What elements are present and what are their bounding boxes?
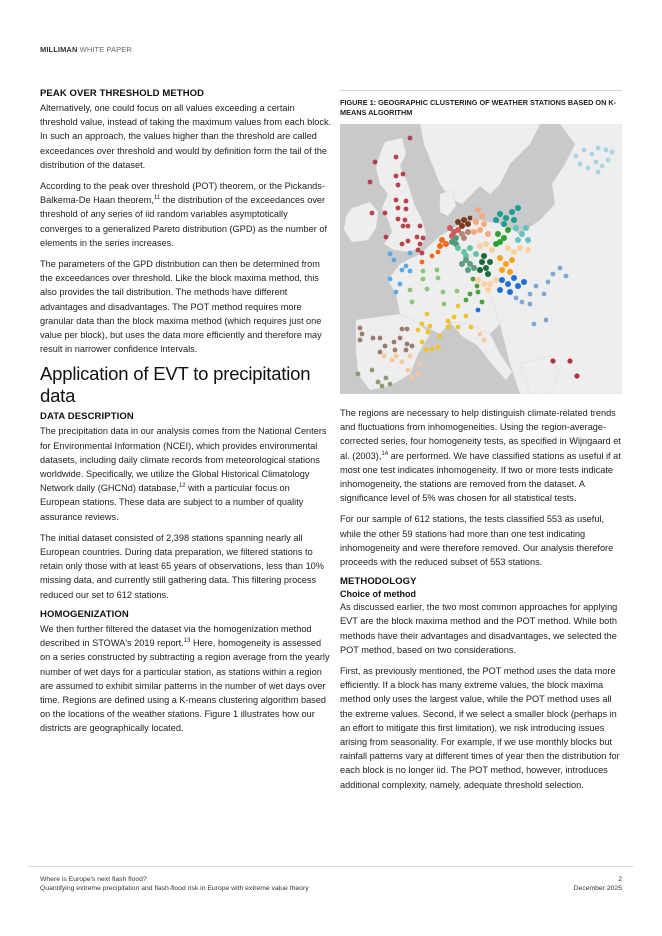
footnote-ref-12[interactable]: 12 [178,483,186,490]
homogenization-paragraph [40,622,332,736]
text-span: According to the peak over threshold (POT) theorem, or the Pickands-Balkema-De Haan theorem, [40,181,325,206]
text-span: We then further filtered the dataset via the homogenization method described in STOWA's 2019 report. [40,623,312,649]
methodology-heading: METHODOLOGY [340,576,417,588]
choice-of-method-heading: Choice of method [340,589,416,600]
figure-divider [340,90,622,91]
text-span: the distribution of the exceedances over threshold of any series of iid random variables asymptotically converges to a generalized Pareto distribution (GPD) as the number of elements in the series increases. [40,195,328,248]
text-span: The precipitation data in our analysis comes from the National Centers for Environmental Information (NCEI), which provides environmental datasets, including daily climate records from meteorological stations worldwide. Specifically, we utilize the Global Historical Climatology Network daily (GHCNd) database, [40,426,327,494]
left-column [40,88,332,743]
figure-title: FIGURE 1: GEOGRAPHIC CLUSTERING OF WEATHER STATIONS BASED ON K-MEANS ALGORITHM [340,98,617,117]
data-description-heading: DATA DESCRIPTION [40,411,134,423]
cluster-map [340,124,622,394]
text-span: Here, homogeneity is assessed on a series constructed by subtracting a region average from the yearly number of wet days for a particular station, as stations within a region are assumed to exhibit similar patterns in the number of wet days over time. Regions are defined using a K-means clustering algorithm based on the locations of the weather stations. Figure 1 illustrates how our districts are geographically located. [40,638,330,734]
right-column [340,88,622,799]
pot-paragraph-1: Alternatively, one could focus on all values exceeding a certain threshold value, instead of taking the maximum values from each block. In such an approach, the values higher than the threshold are called exceedances over threshold and would by definition form the tail of the distribution of the dataset. [40,103,332,170]
footer-divider [28,866,634,867]
text-span: The regions are necessary to help distinguish climate-related trends and fluctuations from inhomogeneities. Using the region-average-corrected series, four homogeneity tests, as specified in Wijngaard et al. (2003), [340,408,621,461]
footer-subtitle: Quantifying extreme precipitation and flash-flood risk in Europe with extreme value theory [40,884,309,892]
method-paragraph-1: As discussed earlier, the two most common approaches for applying EVT are the block maxima method and the POT method. While both methods have their advantages and disadvantages, we selected the POT method, based on two considerations. [340,602,618,655]
footnote-ref-14[interactable]: 14 [381,450,389,457]
header-subtitle: WHITE PAPER [79,45,132,54]
pot-paragraph-2 [40,179,332,250]
data-paragraph-1 [40,424,332,523]
pot-paragraph-3: The parameters of the GPD distribution can then be determined from the exceedances over threshold. Like the block maxima method, this also provides the tail distribution. The methods have different advantages and disadvantages. The POT method requires more granular data than the block maxima method (which requires just one value per block), but uses the data more efficiently and therefore may result in narrower confidence intervals. [40,259,322,355]
method-paragraph-2: First, as previously mentioned, the POT method uses the data more efficiently. If a block has many extreme values, the block maxima method only uses the largest value, while the POT method uses all the extreme values. Second, if we select a smaller block (perhaps in an effort to mitigate this first limitation), we risk introducing issues arising from seasonality. For example, if we use monthly blocks but rainfall patterns vary at different times of year then the distribution for each block is no longer iid. The POT method, however, introduces additional complexity, namely, adequate threshold selection. [340,666,620,790]
data-paragraph-2: The initial dataset consisted of 2,398 stations spanning nearly all European countries. During data preparation, we filtered stations to retain only those with at least 65 years of observations, less than 10% missing data, and currently still gathering data. This filtering process reduced our set to 612 stations. [40,532,324,600]
homogenization-heading: HOMOGENIZATION [40,608,129,620]
text-span: are performed. We have classified stations as useful if at most one test indicates inhomogeneity. If two or more tests indicate inhomogeneity, the stations are removed from the dataset. A significance level of 5% was chosen for all statistical tests. [340,450,621,504]
footer-left [40,876,309,893]
regions-paragraph-1 [340,406,622,505]
footer-date: December 2025 [573,884,622,892]
page-number: 2 [618,876,622,883]
footnote-ref-13[interactable]: 13 [183,638,191,645]
footer-title: Where is Europe's next flash flood? [40,876,147,883]
regions-paragraph-2: For our sample of 612 stations, the tests classified 553 as useful, while the other 59 stations had more than one test indicating inhomogeneity and were therefore removed. Our analysis therefore proceeds with the reduced subset of 553 stations. [340,514,614,568]
footnote-ref-11[interactable]: 11 [153,195,161,202]
section-title: Application of EVT to precipitation data [40,363,311,407]
page-header [40,45,132,54]
europe-map-svg [340,124,622,394]
header-brand: MILLIMAN [40,45,78,54]
pot-heading: PEAK OVER THRESHOLD METHOD [40,88,205,99]
footer-right [574,876,622,893]
text-span: with a particular focus on European stations. These data are subject to a number of quality assurance reviews. [40,483,304,522]
